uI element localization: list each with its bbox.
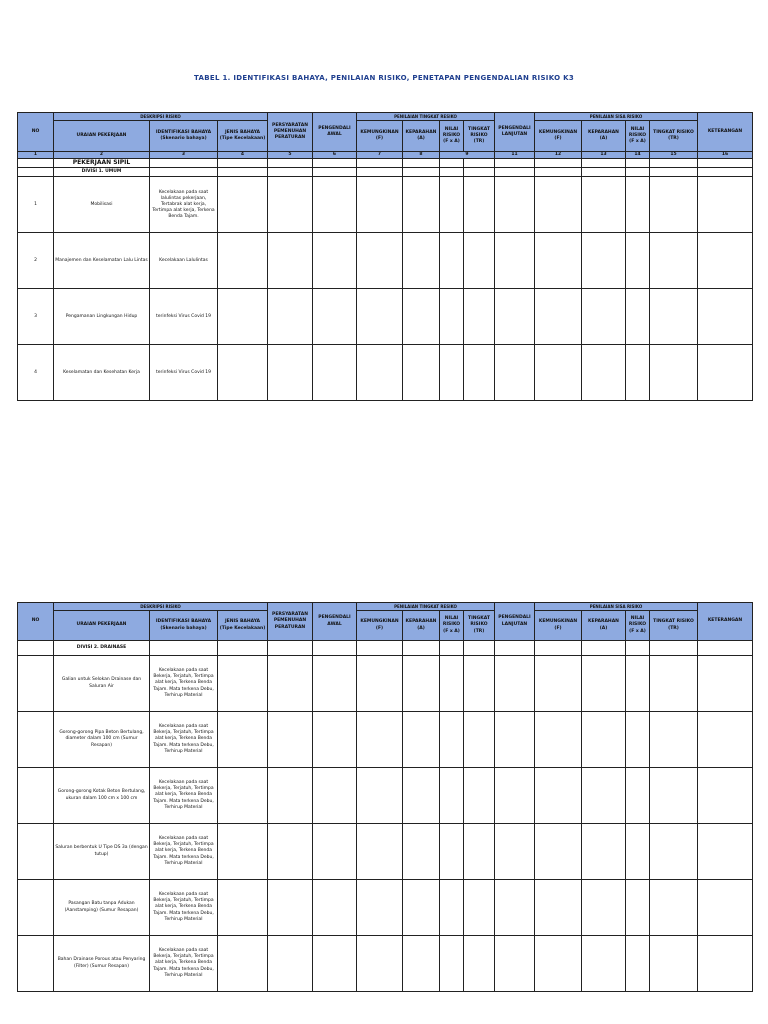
empty-cell bbox=[495, 177, 535, 233]
col-number: 9 bbox=[440, 152, 495, 159]
empty-cell bbox=[626, 936, 650, 992]
col-number: 16 bbox=[698, 152, 753, 159]
empty-cell bbox=[698, 712, 753, 768]
empty-cell bbox=[650, 656, 698, 712]
empty-cell bbox=[495, 824, 535, 880]
empty-cell bbox=[357, 177, 403, 233]
empty-cell bbox=[495, 345, 535, 401]
empty-cell bbox=[582, 768, 626, 824]
empty-cell bbox=[440, 880, 464, 936]
uraian-pekerjaan-cell: Pengamanan Lingkungan Hidup bbox=[54, 289, 150, 345]
identifikasi-bahaya-cell: terinfeksi Virus Covid 19 bbox=[150, 289, 218, 345]
table-row bbox=[18, 768, 753, 824]
empty-cell bbox=[535, 712, 582, 768]
empty-cell bbox=[440, 656, 464, 712]
uraian-pekerjaan-cell: Gorong-gorong Kotak Beton Bertulang, ukuran dalam 100 cm x 100 cm bbox=[54, 768, 150, 824]
empty-cell bbox=[403, 177, 440, 233]
empty-cell bbox=[464, 289, 495, 345]
empty-cell bbox=[357, 656, 403, 712]
empty-cell bbox=[464, 880, 495, 936]
identifikasi-bahaya-cell: Kecelakaan pada saat Bekerja, Terjatuh, Tertimpa alat kerja, Terkena Benda Tajam. Mata terkena Debu, Terhirup Material bbox=[150, 768, 218, 824]
empty-cell bbox=[313, 768, 357, 824]
empty-cell bbox=[268, 345, 313, 401]
column-number-row bbox=[18, 152, 753, 159]
row-number bbox=[18, 880, 54, 936]
empty-cell bbox=[313, 936, 357, 992]
empty-cell bbox=[650, 177, 698, 233]
empty-cell bbox=[313, 177, 357, 233]
header-pengendali-lanjutan: PENGENDALI LANJUTAN bbox=[495, 113, 535, 152]
header-pengendali-awal: PENGENDALI AWAL bbox=[313, 113, 357, 152]
header-persyaratan: PERSYARATAN PEMENUHAN PERATURAN bbox=[268, 603, 313, 641]
header-penilaian-tingkat-risiko: PENILAIAN TINGKAT RESIKO bbox=[357, 113, 495, 121]
empty-cell bbox=[535, 880, 582, 936]
table-row bbox=[18, 936, 753, 992]
row-number bbox=[18, 656, 54, 712]
empty-cell bbox=[440, 768, 464, 824]
empty-cell bbox=[218, 289, 268, 345]
empty-cell bbox=[650, 936, 698, 992]
empty-cell bbox=[218, 656, 268, 712]
identifikasi-bahaya-cell: Kecelakaan pada saat Bekerja, Terjatuh, Tertimpa alat kerja, Terkena Benda Tajam. Mata terkena Debu, Terhirup Material bbox=[150, 880, 218, 936]
empty-cell bbox=[403, 880, 440, 936]
empty-cell bbox=[357, 712, 403, 768]
uraian-pekerjaan-cell: Saluran berbentuk U Tipe DS 3a (dengan tutup) bbox=[54, 824, 150, 880]
empty-cell bbox=[357, 768, 403, 824]
uraian-pekerjaan-cell: Keselamatan dan Kesehatan Kerja bbox=[54, 345, 150, 401]
header-sisa-keparahan: KEPARAHAN (A) bbox=[582, 121, 626, 152]
empty-cell bbox=[650, 233, 698, 289]
empty-cell bbox=[626, 656, 650, 712]
col-number: 1 bbox=[18, 152, 54, 159]
empty-cell bbox=[464, 656, 495, 712]
empty-cell bbox=[582, 289, 626, 345]
empty-cell bbox=[495, 233, 535, 289]
header-jenis-bahaya: JENIS BAHAYA (Tipe Kecelakaan) bbox=[218, 121, 268, 152]
empty-cell bbox=[626, 233, 650, 289]
empty-cell bbox=[218, 345, 268, 401]
table-row bbox=[18, 656, 753, 712]
empty-cell bbox=[313, 233, 357, 289]
header-keparahan: KEPARAHAN (A) bbox=[403, 611, 440, 641]
empty-cell bbox=[535, 345, 582, 401]
empty-cell bbox=[650, 289, 698, 345]
empty-cell bbox=[535, 289, 582, 345]
empty-cell bbox=[403, 768, 440, 824]
empty-cell bbox=[582, 824, 626, 880]
document-title: TABEL 1. IDENTIFIKASI BAHAYA, PENILAIAN RISIKO, PENETAPAN PENGENDALIAN RISIKO K3 bbox=[194, 74, 574, 82]
header-nilai-risiko: NILAI RISIKO (F x A) bbox=[440, 121, 464, 152]
identifikasi-bahaya-cell: Kecelakaan Lalulintas bbox=[150, 233, 218, 289]
empty-cell bbox=[268, 289, 313, 345]
empty-cell bbox=[313, 656, 357, 712]
empty-cell bbox=[218, 936, 268, 992]
empty-cell bbox=[403, 712, 440, 768]
col-number: 11 bbox=[495, 152, 535, 159]
header-tingkat-risiko: TINGKAT RISIKO (TR) bbox=[464, 611, 495, 641]
col-number: 2 bbox=[54, 152, 150, 159]
header-no: NO bbox=[18, 603, 54, 641]
empty-cell bbox=[268, 233, 313, 289]
empty-cell bbox=[403, 233, 440, 289]
empty-cell bbox=[626, 177, 650, 233]
empty-cell bbox=[582, 177, 626, 233]
empty-cell bbox=[698, 233, 753, 289]
header-nilai-risiko: NILAI RISIKO (F x A) bbox=[440, 611, 464, 641]
header-sisa-keparahan: KEPARAHAN (A) bbox=[582, 611, 626, 641]
empty-cell bbox=[698, 880, 753, 936]
header-sisa-nilai-risiko: NILAI RISIKO (F x A) bbox=[626, 611, 650, 641]
empty-cell bbox=[582, 880, 626, 936]
header-keterangan: KETERANGAN bbox=[698, 603, 753, 641]
header-penilaian-sisa-risiko: PENILAIAN SISA RISIKO bbox=[535, 603, 698, 611]
header-uraian-pekerjaan: URAIAN PEKERJAAN bbox=[54, 121, 150, 152]
header-sisa-kemungkinan: KEMUNGKINAN (F) bbox=[535, 611, 582, 641]
table-row bbox=[18, 289, 753, 345]
empty-cell bbox=[698, 768, 753, 824]
empty-cell bbox=[403, 824, 440, 880]
empty-cell bbox=[650, 768, 698, 824]
header-sisa-kemungkinan: KEMUNGKINAN (F) bbox=[535, 121, 582, 152]
table-row bbox=[18, 880, 753, 936]
empty-cell bbox=[313, 345, 357, 401]
empty-cell bbox=[495, 936, 535, 992]
empty-cell bbox=[218, 233, 268, 289]
empty-cell bbox=[698, 289, 753, 345]
empty-cell bbox=[464, 824, 495, 880]
header-jenis-bahaya: JENIS BAHAYA (Tipe Kecelakaan) bbox=[218, 611, 268, 641]
empty-cell bbox=[268, 768, 313, 824]
empty-cell bbox=[650, 880, 698, 936]
uraian-pekerjaan-cell: Galian untuk Selokan Drainase dan Saluran Air bbox=[54, 656, 150, 712]
empty-cell bbox=[650, 345, 698, 401]
header-persyaratan: PERSYARATAN PEMENUHAN PERATURAN bbox=[268, 113, 313, 152]
table-row bbox=[18, 177, 753, 233]
empty-cell bbox=[626, 768, 650, 824]
empty-cell bbox=[440, 345, 464, 401]
header-keparahan: KEPARAHAN (A) bbox=[403, 121, 440, 152]
header-kemungkinan: KEMUNGKINAN (F) bbox=[357, 611, 403, 641]
row-number bbox=[18, 768, 54, 824]
risk-table-2 bbox=[17, 602, 753, 992]
section-row bbox=[18, 159, 753, 168]
empty-cell bbox=[535, 768, 582, 824]
header-no: NO bbox=[18, 113, 54, 152]
empty-cell bbox=[650, 824, 698, 880]
col-number: 12 bbox=[535, 152, 582, 159]
empty-cell bbox=[535, 656, 582, 712]
header-sisa-tingkat-risiko: TINGKAT RISIKO (TR) bbox=[650, 611, 698, 641]
col-number: 3 bbox=[150, 152, 218, 159]
empty-cell bbox=[495, 712, 535, 768]
header-uraian-pekerjaan: URAIAN PEKERJAAN bbox=[54, 611, 150, 641]
risk-table-1 bbox=[17, 112, 753, 401]
empty-cell bbox=[464, 936, 495, 992]
header-deskripsi-risiko: DESKRIPSI RISIKO bbox=[54, 113, 268, 121]
col-number: 8 bbox=[403, 152, 440, 159]
empty-cell bbox=[650, 712, 698, 768]
col-number: 15 bbox=[650, 152, 698, 159]
empty-cell bbox=[582, 656, 626, 712]
header-tingkat-risiko: TINGKAT RISIKO (TR) bbox=[464, 121, 495, 152]
empty-cell bbox=[268, 656, 313, 712]
empty-cell bbox=[535, 936, 582, 992]
empty-cell bbox=[464, 233, 495, 289]
empty-cell bbox=[582, 936, 626, 992]
empty-cell bbox=[218, 768, 268, 824]
col-number: 13 bbox=[582, 152, 626, 159]
header-sisa-nilai-risiko: NILAI RISIKO (F x A) bbox=[626, 121, 650, 152]
empty-cell bbox=[440, 289, 464, 345]
header-keterangan: KETERANGAN bbox=[698, 113, 753, 152]
row-number: 3 bbox=[18, 289, 54, 345]
empty-cell bbox=[357, 289, 403, 345]
header-deskripsi-risiko: DESKRIPSI RISIKO bbox=[54, 603, 268, 611]
uraian-pekerjaan-cell: Manajemen dan Keselamatan Lalu Lintas bbox=[54, 233, 150, 289]
empty-cell bbox=[626, 880, 650, 936]
empty-cell bbox=[440, 177, 464, 233]
empty-cell bbox=[626, 824, 650, 880]
col-number: 7 bbox=[357, 152, 403, 159]
empty-cell bbox=[313, 712, 357, 768]
identifikasi-bahaya-cell: Kecelakaan pada saat Bekerja, Terjatuh, Tertimpa alat kerja, Terkena Benda Tajam. Mata terkena Debu, Terhirup Material bbox=[150, 936, 218, 992]
empty-cell bbox=[698, 345, 753, 401]
empty-cell bbox=[495, 768, 535, 824]
empty-cell bbox=[582, 345, 626, 401]
col-number: 14 bbox=[626, 152, 650, 159]
header-penilaian-sisa-risiko: PENILAIAN SISA RISIKO bbox=[535, 113, 698, 121]
empty-cell bbox=[626, 712, 650, 768]
empty-cell bbox=[464, 345, 495, 401]
table-row bbox=[18, 712, 753, 768]
empty-cell bbox=[582, 712, 626, 768]
empty-cell bbox=[357, 345, 403, 401]
col-number: 4 bbox=[218, 152, 268, 159]
empty-cell bbox=[464, 712, 495, 768]
header-identifikasi-bahaya: IDENTIFIKASI BAHAYA (Skenario bahaya) bbox=[150, 121, 218, 152]
empty-cell bbox=[626, 289, 650, 345]
header-kemungkinan: KEMUNGKINAN (F) bbox=[357, 121, 403, 152]
empty-cell bbox=[495, 289, 535, 345]
empty-cell bbox=[357, 936, 403, 992]
empty-cell bbox=[268, 936, 313, 992]
empty-cell bbox=[403, 345, 440, 401]
empty-cell bbox=[403, 289, 440, 345]
division-row bbox=[18, 168, 753, 177]
identifikasi-bahaya-cell: Kecelakaan pada saat Bekerja, Terjatuh, Tertimpa alat kerja, Terkena Benda Tajam. Mata terkena Debu, Terhirup Material bbox=[150, 656, 218, 712]
empty-cell bbox=[403, 656, 440, 712]
empty-cell bbox=[440, 233, 464, 289]
empty-cell bbox=[495, 656, 535, 712]
col-number: 5 bbox=[268, 152, 313, 159]
table-row bbox=[18, 824, 753, 880]
empty-cell bbox=[535, 177, 582, 233]
row-number: 4 bbox=[18, 345, 54, 401]
division-title: DIVISI 2. DRAINASE bbox=[54, 641, 150, 656]
uraian-pekerjaan-cell: Mobilisasi bbox=[54, 177, 150, 233]
empty-cell bbox=[535, 233, 582, 289]
empty-cell bbox=[268, 177, 313, 233]
identifikasi-bahaya-cell: Kecelakaan pada saat lalulintas pekerjaan, Tertabrak alat kerja, Tertimpa alat kerja, Terkena Benda Tajam. bbox=[150, 177, 218, 233]
empty-cell bbox=[357, 824, 403, 880]
empty-cell bbox=[698, 936, 753, 992]
empty-cell bbox=[218, 712, 268, 768]
empty-cell bbox=[495, 880, 535, 936]
row-number: 2 bbox=[18, 233, 54, 289]
table-row bbox=[18, 233, 753, 289]
identifikasi-bahaya-cell: Kecelakaan pada saat Bekerja, Terjatuh, Tertimpa alat kerja, Terkena Benda Tajam. Mata terkena Debu, Terhirup Material bbox=[150, 824, 218, 880]
empty-cell bbox=[268, 880, 313, 936]
header-pengendali-lanjutan: PENGENDALI LANJUTAN bbox=[495, 603, 535, 641]
col-number: 6 bbox=[313, 152, 357, 159]
empty-cell bbox=[698, 824, 753, 880]
uraian-pekerjaan-cell: Gorong-gorong Pipa Beton Bertulang, diameter dalam 100 cm (Sumur Resapan) bbox=[54, 712, 150, 768]
empty-cell bbox=[464, 768, 495, 824]
empty-cell bbox=[268, 712, 313, 768]
empty-cell bbox=[313, 880, 357, 936]
division-title: DIVISI 1. UMUM bbox=[54, 168, 150, 177]
empty-cell bbox=[218, 880, 268, 936]
identifikasi-bahaya-cell: terinfeksi Virus Covid 19 bbox=[150, 345, 218, 401]
empty-cell bbox=[698, 656, 753, 712]
empty-cell bbox=[464, 177, 495, 233]
empty-cell bbox=[357, 233, 403, 289]
empty-cell bbox=[313, 824, 357, 880]
header-pengendali-awal: PENGENDALI AWAL bbox=[313, 603, 357, 641]
empty-cell bbox=[218, 824, 268, 880]
empty-cell bbox=[582, 233, 626, 289]
section-title: PEKERJAAN SIPIL bbox=[54, 159, 150, 168]
identifikasi-bahaya-cell: Kecelakaan pada saat Bekerja, Terjatuh, Tertimpa alat kerja, Terkena Benda Tajam. Mata terkena Debu, Terhirup Material bbox=[150, 712, 218, 768]
row-number bbox=[18, 824, 54, 880]
empty-cell bbox=[313, 289, 357, 345]
header-sisa-tingkat-risiko: TINGKAT RISIKO (TR) bbox=[650, 121, 698, 152]
empty-cell bbox=[403, 936, 440, 992]
uraian-pekerjaan-cell: Pasangan Batu tanpa Adukan (Aanstamping) (Sumur Resapan) bbox=[54, 880, 150, 936]
header-identifikasi-bahaya: IDENTIFIKASI BAHAYA (Skenario bahaya) bbox=[150, 611, 218, 641]
header-penilaian-tingkat-risiko: PENILAIAN TINGKAT RESIKO bbox=[357, 603, 495, 611]
row-number bbox=[18, 936, 54, 992]
empty-cell bbox=[698, 177, 753, 233]
empty-cell bbox=[268, 824, 313, 880]
division-row bbox=[18, 641, 753, 656]
table-row bbox=[18, 345, 753, 401]
row-number: 1 bbox=[18, 177, 54, 233]
empty-cell bbox=[440, 936, 464, 992]
empty-cell bbox=[535, 824, 582, 880]
empty-cell bbox=[440, 712, 464, 768]
empty-cell bbox=[357, 880, 403, 936]
row-number bbox=[18, 712, 54, 768]
uraian-pekerjaan-cell: Bahan Drainase Porous atau Penyaring (Filter) (Sumur Resapan) bbox=[54, 936, 150, 992]
empty-cell bbox=[440, 824, 464, 880]
empty-cell bbox=[626, 345, 650, 401]
empty-cell bbox=[218, 177, 268, 233]
